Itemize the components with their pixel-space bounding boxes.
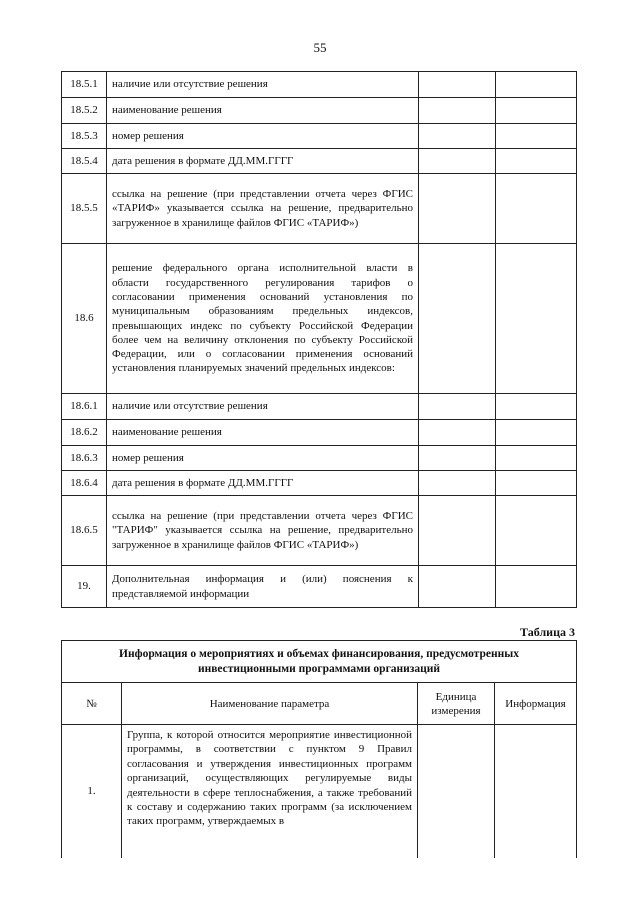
info-cell <box>496 446 577 471</box>
table-row <box>62 420 577 446</box>
row-parameter: наличие или отсутствие решения <box>107 72 419 98</box>
column-header-name: Наименование параметра <box>122 683 418 725</box>
table-row <box>62 394 577 420</box>
row-parameter: номер решения <box>107 124 419 149</box>
info-cell <box>496 72 577 98</box>
row-number: 18.5.4 <box>62 149 107 174</box>
row-number: 19. <box>62 566 107 608</box>
unit-cell <box>419 566 496 608</box>
info-cell <box>496 124 577 149</box>
table-row <box>62 174 577 244</box>
row-parameter: наименование решения <box>107 98 419 124</box>
unit-cell <box>419 420 496 446</box>
table-caption: Таблица 3 <box>520 625 575 639</box>
table-row <box>62 149 577 174</box>
unit-cell <box>419 244 496 394</box>
info-cell <box>496 174 577 244</box>
unit-cell <box>419 174 496 244</box>
row-number: 18.5.2 <box>62 98 107 124</box>
row-parameter: Дополнительная информация и (или) пояснения к представляемой информации <box>107 566 419 608</box>
row-parameter: дата решения в формате ДД.ММ.ГГГГ <box>107 149 419 174</box>
info-cell <box>496 420 577 446</box>
unit-cell <box>419 394 496 420</box>
row-parameter: решение федерального органа исполнительной власти в области государственного регулирования тарифов о согласовании применения оснований установления по муниципальным образованиям предельных индексов, превышающих индекс по субъекту Российской Федерации более чем на величину отклонения по субъекту Российской Федерации, или о согласовании применения оснований установления планируемых значений предельных индексов: <box>107 244 419 394</box>
info-cell <box>496 149 577 174</box>
info-cell <box>495 725 577 858</box>
row-number: 18.6.2 <box>62 420 107 446</box>
unit-cell <box>419 98 496 124</box>
row-parameter: наличие или отсутствие решения <box>107 394 419 420</box>
column-header-info: Информация <box>495 683 577 725</box>
row-parameter: наименование решения <box>107 420 419 446</box>
page-number: 55 <box>313 40 327 55</box>
unit-cell <box>419 124 496 149</box>
info-cell <box>496 394 577 420</box>
row-number: 18.6.3 <box>62 446 107 471</box>
table-title: Информация о мероприятиях и объемах финансирования, предусмотренных инвестиционными программами организаций <box>62 641 577 683</box>
info-cell <box>496 98 577 124</box>
info-cell <box>496 471 577 496</box>
row-number: 18.6.5 <box>62 496 107 566</box>
row-number: 1. <box>62 725 122 858</box>
row-number: 18.6 <box>62 244 107 394</box>
column-header-unit: Единица измерения <box>418 683 495 725</box>
row-parameter: ссылка на решение (при представлении отчета через ФГИС "ТАРИФ" указывается ссылка на решение, предварительно загруженное в хранилище файлов ФГИС «ТАРИФ») <box>107 496 419 566</box>
table-row <box>62 72 577 98</box>
info-cell <box>496 566 577 608</box>
row-number: 18.6.1 <box>62 394 107 420</box>
table-header-row <box>62 683 577 725</box>
table-row <box>62 98 577 124</box>
table-row <box>62 725 577 858</box>
row-number: 18.5.5 <box>62 174 107 244</box>
unit-cell <box>419 149 496 174</box>
column-header-num: № <box>62 683 122 725</box>
row-parameter: дата решения в формате ДД.ММ.ГГГГ <box>107 471 419 496</box>
row-parameter: номер решения <box>107 446 419 471</box>
table-row <box>62 566 577 608</box>
table-row <box>62 496 577 566</box>
unit-cell <box>419 471 496 496</box>
table-row <box>62 124 577 149</box>
table-row <box>62 446 577 471</box>
row-number: 18.5.3 <box>62 124 107 149</box>
table-row <box>62 244 577 394</box>
info-cell <box>496 244 577 394</box>
unit-cell <box>418 725 495 858</box>
indicators-table-continued <box>61 71 577 608</box>
unit-cell <box>419 446 496 471</box>
info-cell <box>496 496 577 566</box>
row-parameter: Группа, к которой относится мероприятие инвестиционной программы, в соответствии с пунктом 9 Правил согласования и утверждения инвестиционных программ организаций, осуществляющих регулируемые виды деятельности в сфере теплоснабжения, а также требований к составу и содержанию таких программ (за исключением таких программ, утверждаемых в <box>122 725 418 858</box>
unit-cell <box>419 496 496 566</box>
investment-measures-table <box>61 640 577 858</box>
unit-cell <box>419 72 496 98</box>
row-number: 18.5.1 <box>62 72 107 98</box>
table-row <box>62 471 577 496</box>
row-number: 18.6.4 <box>62 471 107 496</box>
row-parameter: ссылка на решение (при представлении отчета через ФГИС «ТАРИФ» указывается ссылка на решение, предварительно загруженное в хранилище файлов ФГИС «ТАРИФ») <box>107 174 419 244</box>
